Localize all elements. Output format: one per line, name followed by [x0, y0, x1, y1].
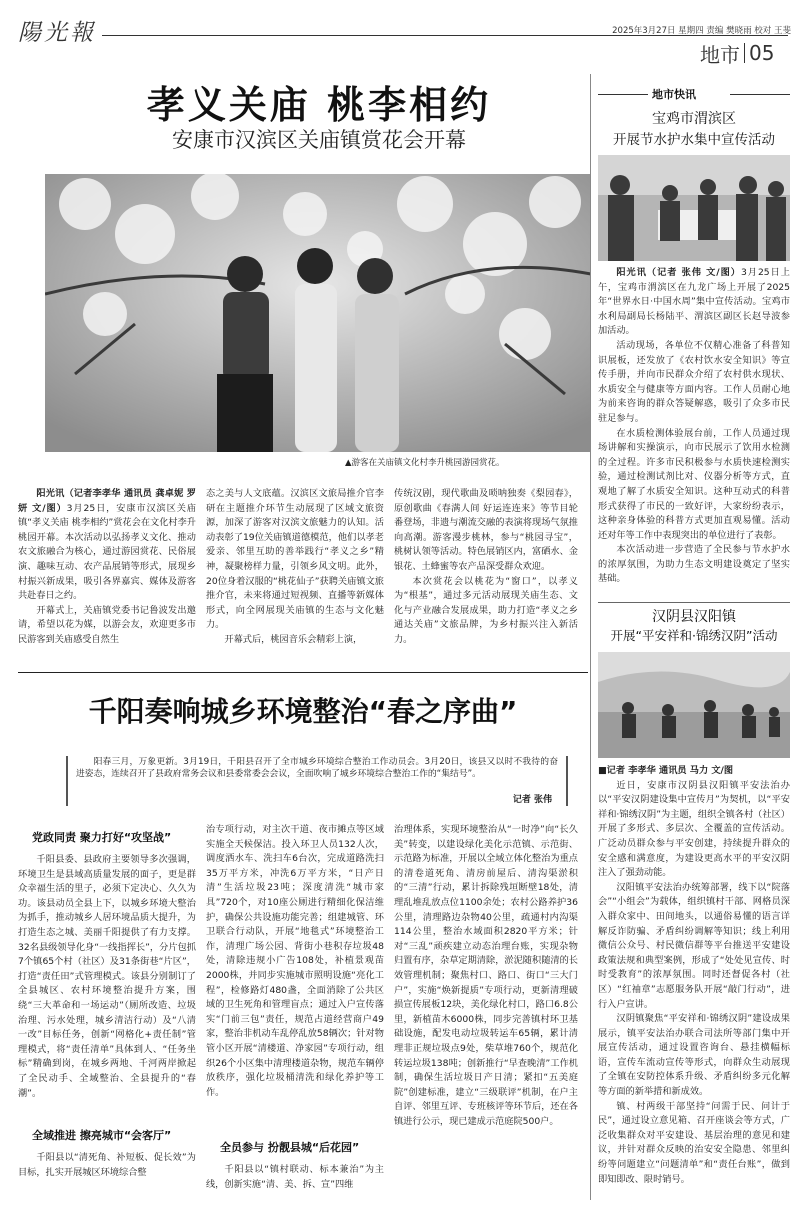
lead-paragraph: 3月25日，安康市汉滨区关庙镇“孝义关庙 桃李相约”赏花会在文化村李升桃园开幕。本次活动以弘扬孝义文化、推动农文旅融合为核心，通过游园赏花、民俗展演、趣味互动、农产品展销等形式，展现乡村振兴新成果，吸引各界嘉宾、媒体及游客共赴春日之约。 — [18, 502, 196, 602]
lead-col-1 — [18, 487, 196, 647]
sidebar-paragraph: 近日，安康市汉阴县汉阳镇平安法治办以“平安汉阴建设集中宣传月”为契机，以“平安祥和·锦绣汉阴”为主题，组织全镇各村（社区）开展了多形式、多层次、全覆盖的宣传活动。广泛动员群众参与平安创建，持续提升群众的安全感和满意度，为建设更高水平的平安汉阴注入了强劲动能。 — [598, 779, 790, 879]
sidebar-photo-peace-campaign — [598, 652, 790, 758]
feature-col1-body-a — [18, 853, 196, 1115]
sidebar-paragraph: 汉阴镇聚焦“平安祥和·锦绣汉阴”建设成果展示，镇平安法治办联合司法所等部门集中开展宣传活动，通过设置咨询台、悬挂横幅标语，宣传车流动宣传等形式，向群众生动展现了全镇在安防控体系升级、矛盾纠纷多元化解等方面的新举措和新成效。 — [598, 1013, 790, 1098]
sidebar-story1-title2: 开展节水护水集中宣传活动 — [613, 132, 775, 148]
kuaixun-line-left — [598, 94, 648, 95]
lead-paragraph: 传统汉剧，现代歌曲及唢呐独奏《梨园春》，原创歌曲《春满人间 好运连连来》等节目轮番登场，非遗与潮流交融的表演将现场气氛推向高潮。游客漫步桃林，参与“桃园寻宝”，桃树认领等活动。特色展销区内，富硒水、金银花、土蜂蜜等农产品深受群众欢迎。 — [394, 488, 578, 572]
feature-paragraph: 千阳县以“清死角、补短板、促长效”为目标，扎实开展城区环境综合整 — [18, 1152, 196, 1178]
feature-col-1 — [18, 823, 196, 1198]
sidebar-paragraph: 活动现场，各单位不仅精心准备了科普知识展板，还发放了《农村饮水安全知识》等宣传手册，并向市民群众介绍了农村供水现状、水质安全与健康等方面内容。工作人员耐心地为前来咨询的群众答疑解惑，吸引了众多市民驻足参与。 — [598, 339, 790, 424]
sidebar-story2-body — [598, 764, 790, 1201]
lead-byline-para — [18, 487, 196, 604]
sidebar-story1-lead-para — [598, 266, 790, 339]
feature-paragraph: 千阳县以“镇村联动、标本兼治”为主线，创新实施“清、美、拆、宣”四维 — [206, 1164, 384, 1190]
feature-intro-box — [66, 756, 568, 806]
lead-photo-peach-blossom — [45, 174, 591, 452]
sidebar-story1-body — [598, 266, 790, 602]
sidebar-story-divider — [598, 602, 790, 603]
sidebar-story2-byline: ■记者 李孝华 通讯员 马力 文/图 — [598, 765, 734, 776]
sidebar-divider — [590, 74, 591, 1200]
sidebar-paragraph: 本次活动进一步营造了全民参与节水护水的浓厚氛围，为助力生态文明建设奠定了坚实基础。 — [598, 544, 790, 585]
sidebar-paragraph: 在水质检测体验展台前，工作人员通过现场讲解和实操演示，向市民展示了饮用水检测的全过程。许多市民积极参与水质快速检测实验，通过检测试剂比对、仪器分析等方式，直观地了解了水质安全知识。这种互动式的科普形式获得了市民的一致好评，大家纷纷表示，这种亲身体验的科普方式更加直观易懂。活动还对年等工作中表现突出的单位进行了表彰。 — [598, 427, 790, 541]
dateline: 2025年3月27日 星期四 责编 樊晓雨 校对 王斐 — [612, 26, 791, 36]
page-number: 05 — [749, 41, 775, 65]
sidebar-paragraph: 3月25日上午，宝鸡市渭滨区在九龙广场上开展了2025年“世界水日·中国水周”集中宣传活动。宝鸡市水利局副局长杨陆平、渭滨区副区长赵导波参加活动。 — [598, 267, 790, 337]
feature-subhead-1: 党政同责 聚力打好“攻坚战” — [32, 831, 172, 844]
feature-paragraph: 治专项行动，对主次干道、夜市摊点等区域实施全天候保洁。投入环卫人员132人次，调度洒水车、洗扫车6台次，完成道路洗扫35万平方米，冲洗6万平方米，“日产日清”生活垃圾23吨；深度清洗“城市家具”720个，对10座公厕进行精细化保洁维护，确保公共设施功能完善；组建城管、环卫联合行动队，开展“地毯式”环境整治工作，清理广场公园、背街小巷积存垃圾48处，清除违规小广告108处，补植景观苗2000株，并同步实施城市照明设施“亮化工程”，检修路灯480盏，全面消除了公共区域的卫生死角和管理盲点；通过入户宣传落实“门前三包”责任，规范占道经营商户49家，整治非机动车乱停乱放58辆次；针对物管小区开展“清楼道、净家园”专项行动，组织26个小区集中清理楼道杂物，规范车辆停放秩序，强化垃圾桶清洗和绿化养护等工作。 — [206, 824, 384, 1098]
section-tag — [700, 40, 774, 66]
feature-col-3 — [394, 823, 578, 1201]
sidebar-paragraph: 镇、村两级干部坚持“问需于民、问计于民”，通过设立意见箱、召开座谈会等方式，广泛收集群众对平安建设、基层治理的意见和建议，并针对群众反映的治安安全隐患、邻里纠纷等问题建立“问题清单”和“责任台账”，做到即知即改、限时销号。 — [598, 1100, 790, 1185]
sidebar-story1-byline: 阳光讯（记者 张伟 文/图） — [616, 267, 741, 278]
kuaixun-line-right — [730, 94, 790, 95]
feature-intro-text: 阳春三月，万象更新。3月19日，千阳县召开了全市城乡环境综合整治工作动员会。3月20日，该县又以时不我待的奋进姿态，连续召开了县政府常务会议和县委常委会会议，全面吹响了城乡环境综合整治工作的“集结号”。 — [76, 757, 558, 779]
masthead — [0, 0, 799, 70]
lead-photo-caption: ▲游客在关庙镇文化村李升桃园游园赏花。 — [345, 458, 505, 468]
lead-subtitle: 安康市汉滨区关庙镇赏花会开幕 — [172, 128, 466, 152]
feature-intro — [76, 756, 558, 792]
sidebar-photo-water-campaign — [598, 155, 790, 261]
section-name: 地市 — [700, 42, 740, 67]
section-divider — [744, 43, 745, 63]
feature-paragraph: 治理体系，实现环境整治从“一时净”向“长久美”转变，以建设绿化美化示范镇、示范街、示范路为标准，开展以全域立体化整治为重点的清卷道死角、清房前屋后、清沟渠淤积的“三清”行动，累计拆除残垣断壁18处，清理乱堆乱放点位1100余处；农村公路养护36公里，清理路边杂物40公里，疏通村内沟渠114公里，整治水域面积2820平方米；针对“三乱”顽疾建立动态治理台账，实现杂物归置有序，杂草定期清除，淤泥随积随清的长效管理机制；聚焦村口、路口、街口“三大门户”，实施“焕新提质”专项行动，更新清理破损宣传展板12块，美化绿化村口，路口6.8公里，新植苗木6000株，同步完善镇村环卫基础设施，配发电动垃圾转运车65辆，累计清理非正规垃圾点9处，柴草堆760个，规范化转运垃圾138吨；创新推行“早查晚清”工作机制，确保生活垃圾日产日清；紧扣“五美庭院”创建标准，建立“三级联评”机制，在户主自评、邻里互评、专班核评等环节后，还在各镇进行公示，现已建成示范庭院500户。 — [394, 824, 578, 1127]
feature-subhead-3: 全员参与 扮靓县城“后花园” — [220, 1141, 360, 1154]
sidebar-paragraph: 汉阳镇平安法治办统筹部署，线下以“院落会”“小组会”为载体，组织镇村干部、网格员深入群众家中、田间地头，以通俗易懂的语言详解反诈防骗、矛盾纠纷调解等知识；线上利用微信公众号、村民微信群等平台推送平安建设政策法规和典型案例，形成了“处处见宣传、时时受教育”的浓厚氛围。同时还督促各村（社区）“红袖章”志愿服务队开展“敲门行动”，进行入户宣讲。 — [598, 881, 790, 1010]
sidebar-story1-title1: 宝鸡市渭滨区 — [652, 111, 736, 127]
kuaixun-header — [598, 86, 790, 102]
kuaixun-label: 地市快讯 — [652, 88, 696, 101]
lead-title: 孝义关庙 桃李相约 — [146, 83, 492, 127]
lead-paragraph: 态之美与人文底蕴。汉滨区文旅局推介官李研在主题推介环节生动展现了区域文旅资源，加深了游客对汉滨文旅魅力的认知。活动表彰了19位关庙镇道德模范，他们以孝老爱亲、邻里互助的善举践行“孝义之乡”精神，凝聚榜样力量，引领乡风文明。此外，20位身着汉服的“桃花仙子”获聘关庙镇文旅推介官，未来将通过短视频、直播等新媒体形式，向全网展现关庙镇的生态与文化魅力。 — [206, 488, 384, 631]
feature-col2-body-b — [206, 1163, 384, 1195]
sidebar-story2-title1: 汉阴县汉阳镇 — [652, 609, 736, 625]
feature-col-2 — [206, 823, 384, 1198]
sidebar-story2-title2: 开展“平安祥和·锦绣汉阴”活动 — [610, 628, 778, 643]
lead-paragraph: 本次赏花会以桃花为“窗口”，以孝义为“根基”，通过多元活动展现关庙生态、文化与产业融合发展成果，助力打造“孝义之乡 通达关庙”文旅品牌，为乡村振兴注入新活力。 — [394, 575, 578, 645]
feature-col1-body-b — [18, 1151, 196, 1183]
lead-bottom-rule — [18, 672, 588, 673]
lead-paragraph: 开幕式后，桃园音乐会精彩上演， — [224, 633, 363, 645]
feature-paragraph: 千阳县委、县政府主要领导多次强调，环境卫生是县域高质量发展的面子，更是群众幸福生活的里子，必须下定决心、久久为功。该县动员全县上下，以城乡环境大整治为抓手，推动城乡人居环境品质大提升，为打造生态之城、美丽千阳提供了有力支撑。32名县级领导化身“一线指挥长”，分片包抓7个镇65个村（社区）及31条街巷“片区”，打造“责任田”式管理模式。该县分别制订了全县城区、农村环境整治提升方案，围绕“三大革命和一场运动”（厕所改造、垃圾治理、污水处理，城乡清洁行动）及“八清一改”目标任务，创新“网格化+责任制”管理模式，将“责任清单”具体到人、“任务坐标”精确到岗，在城乡两地、千河两岸掀起了全民动手、全域整治、全县提升的“春潮”。 — [18, 854, 196, 1099]
feature-col2-body-a — [206, 823, 384, 1129]
feature-title: 千阳奏响城乡环境整治“春之序曲” — [88, 695, 518, 728]
lead-col-2 — [206, 487, 384, 663]
lead-col-3 — [394, 487, 578, 663]
feature-subhead-2: 全域推进 擦亮城市“会客厅” — [32, 1129, 172, 1142]
lead-byline: 阳光讯（记者李孝华 通讯员 龚卓妮 罗妍 文/图） — [18, 488, 196, 514]
paper-name-logo: 陽光報 — [18, 20, 96, 46]
feature-intro-author: 记者 张伟 — [512, 795, 552, 805]
lead-paragraph: 开幕式上，关庙镇党委书记鲁波发出邀请，希望以花为媒，以游会友，欢迎更多市民游客到关庙感受自然生 — [18, 604, 196, 645]
